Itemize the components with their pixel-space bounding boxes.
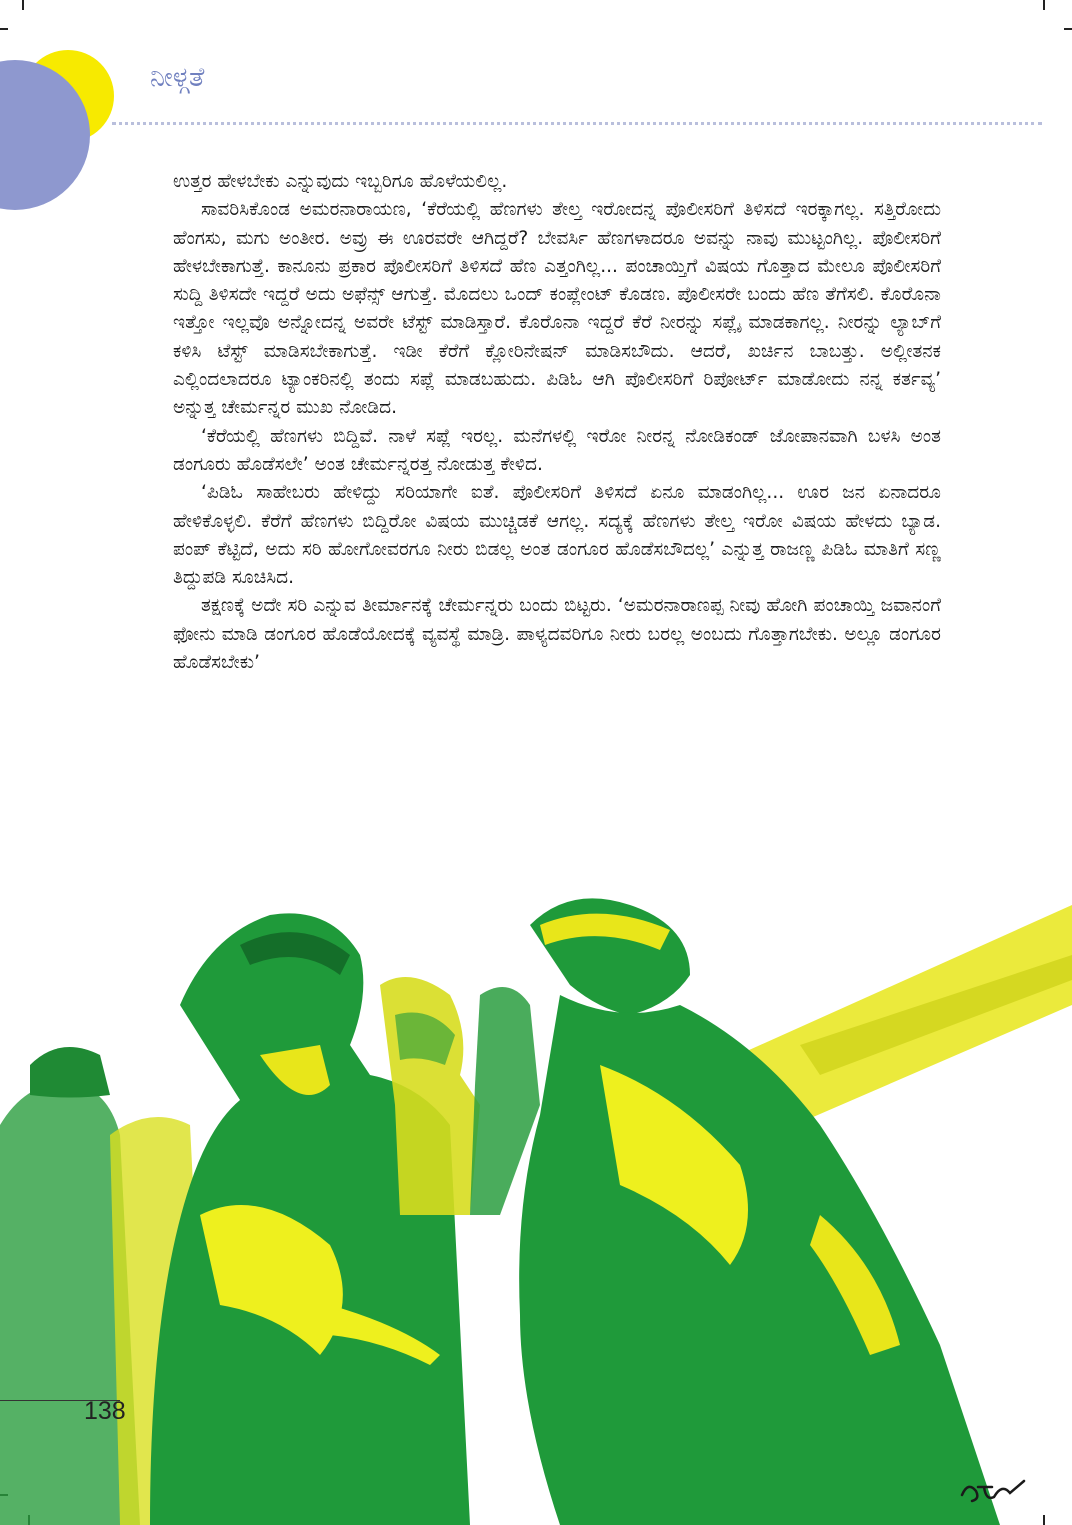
crop-mark-top-right — [1043, 0, 1045, 10]
header-dotted-rule — [112, 122, 1042, 125]
paragraph: ತಕ್ಷಣಕ್ಕೆ ಅದೇ ಸರಿ ಎನ್ನುವ ತೀರ್ಮಾನಕ್ಕೆ ಚೇರ್ಮನ್ನರು ಬಂದು ಬಿಟ್ಟರು. ‘ಅಮರನಾರಾಣಪ್ಪ ನೀವು ಹೋಗಿ ಪಂಚಾಯ್ತಿ ಜವಾನಂಗೆ ಫೋನು ಮಾಡಿ ಡಂಗೂರ ಹೊಡೆಯೋದಕ್ಕೆ ವ್ಯವಸ್ಥೆ ಮಾಡ್ರಿ. ಪಾಳ್ಯದವರಿಗೂ ನೀರು ಬರಲ್ಲ ಅಂಬದು ಗೊತ್ತಾಗಬೇಕು. ಅಲ್ಲೂ ಡಂಗೂರ ಹೊಡೆಸಬೇಕು’ — [173, 595, 941, 674]
illustrator-signature — [958, 1473, 1028, 1509]
paragraph: ಉತ್ತರ ಹೇಳಬೇಕು ಎನ್ನುವುದು ಇಬ್ಬರಿಗೂ ಹೊಳೆಯಲಿಲ್ಲ. — [173, 171, 508, 192]
crop-mark-right-top — [1064, 28, 1072, 30]
crop-mark-left-top — [0, 28, 8, 30]
paragraph: ‘ಕೆರೆಯಲ್ಲಿ ಹೆಣಗಳು ಬಿದ್ದಿವೆ. ನಾಳೆ ಸಪ್ಲೆ ಇರಲ್ಲ. ಮನೆಗಳಲ್ಲಿ ಇರೋ ನೀರನ್ನ ನೋಡಿಕಂಡ್ ಜೋಪಾನವಾಗಿ ಬಳಸಿ ಅಂತ ಡಂಗೂರು ಹೊಡೆಸಲೇ’ ಅಂತ ಚೇರ್ಮನ್ನರತ್ತ ನೋಡುತ್ತ ಕೇಳಿದ. — [173, 425, 941, 475]
paragraph: ‘ಪಿಡಿಓ ಸಾಹೇಬರು ಹೇಳಿದ್ದು ಸರಿಯಾಗೇ ಐತೆ. ಪೊಲೀಸರಿಗೆ ತಿಳಿಸದೆ ಏನೂ ಮಾಡಂಗಿಲ್ಲ... ಊರ ಜನ ಏನಾದರೂ ಹೇಳಿಕೊಳ್ಳಲಿ. ಕೆರೆಗೆ ಹೆಣಗಳು ಬಿದ್ದಿರೋ ವಿಷಯ ಮುಚ್ಚಿಡಕೆ ಆಗಲ್ಲ. ಸದ್ಯಕ್ಕೆ ಹೆಣಗಳು ತೇಲ್ತ ಇರೋ ವಿಷಯ ಹೇಳದು ಬ್ಯಾಡ. ಪಂಪ್ ಕೆಟ್ಟಿದೆ, ಅದು ಸರಿ ಹೋಗೋವರಗೂ ನೀರು ಬಿಡಲ್ಲ ಅಂತ ಡಂಗೂರ ಹೊಡೆಸಬೌದಲ್ಲ’ ಎನ್ನುತ್ತ ರಾಜಣ್ಣ ಪಿಡಿಓ ಮಾತಿಗೆ ಸಣ್ಣ ತಿದ್ದುಪಡಿ ಸೂಚಿಸಿದ. — [173, 482, 941, 589]
story-illustration — [0, 885, 1072, 1525]
story-text — [173, 168, 941, 677]
crop-mark-top-left — [22, 0, 24, 10]
section-title: ನೀಳ್ಗತೆ — [150, 62, 205, 93]
paragraph: ಸಾವರಿಸಿಕೊಂಡ ಅಮರನಾರಾಯಣ, ‘ಕೆರೆಯಲ್ಲಿ ಹೆಣಗಳು ತೇಲ್ತ ಇರೋದನ್ನ ಪೊಲೀಸರಿಗೆ ತಿಳಿಸದೆ ಇರಕ್ಕಾಗಲ್ಲ. ಸತ್ತಿರೋದು ಹೆಂಗಸು, ಮಗು ಅಂತೀರ. ಅವ್ರು ಈ ಊರವರೇ ಆಗಿದ್ದರೆ? ಬೇವರ್ಸಿ ಹೆಣಗಳಾದರೂ ಅವನ್ನು ನಾವು ಮುಟ್ಟಂಗಿಲ್ಲ. ಪೊಲೀಸರಿಗೆ ಹೇಳಬೇಕಾಗುತ್ತೆ. ಕಾನೂನು ಪ್ರಕಾರ ಪೊಲೀಸರಿಗೆ ತಿಳಿಸದೆ ಹೆಣ ಎತ್ತಂಗಿಲ್ಲ... ಪಂಚಾಯ್ತಿಗೆ ವಿಷಯ ಗೊತ್ತಾದ ಮೇಲೂ ಪೊಲೀಸರಿಗೆ ಸುದ್ದಿ ತಿಳಿಸದೇ ಇದ್ದರೆ ಅದು ಅಫೆನ್ಸ್ ಆಗುತ್ತೆ. ಮೊದಲು ಒಂದ್ ಕಂಪ್ಲೇಂಟ್ ಕೊಡಣ. ಪೊಲೀಸರೇ ಬಂದು ಹೆಣ ತೆಗೆಸಲಿ. ಕೊರೊನಾ ಇತ್ತೋ ಇಲ್ಲವೊ ಅನ್ನೋದನ್ನ ಅವರೇ ಟೆಸ್ಟ್ ಮಾಡಿಸ್ತಾರೆ. ಕೊರೊನಾ ಇದ್ದರೆ ಕೆರೆ ನೀರನ್ನು ಸಪ್ಲೈ ಮಾಡಕಾಗಲ್ಲ. ನೀರನ್ನು ಲ್ಯಾಬ್‌ಗೆ ಕಳಿಸಿ ಟೆಸ್ಟ್ ಮಾಡಿಸಬೇಕಾಗುತ್ತೆ. ಇಡೀ ಕೆರೆಗೆ ಕ್ಲೋರಿನೇಷನ್ ಮಾಡಿಸಬೌದು. ಆದರೆ, ಖರ್ಚಿನ ಬಾಬತ್ತು. ಅಲ್ಲೀತನಕ ಎಲ್ಲಿಂದಲಾದರೂ ಟ್ಯಾಂಕರಿನಲ್ಲಿ ತಂದು ಸಪ್ಲೆ ಮಾಡಬಹುದು. ಪಿಡಿಓ ಆಗಿ ಪೊಲೀಸರಿಗೆ ರಿಪೋರ್ಟ್ ಮಾಡೋದು ನನ್ನ ಕರ್ತವ್ಯ’ ಅನ್ನುತ್ತ ಚೇರ್ಮನ್ನರ ಮುಖ ನೋಡಿದ. — [173, 199, 941, 419]
page-number: 138 — [84, 1397, 126, 1425]
